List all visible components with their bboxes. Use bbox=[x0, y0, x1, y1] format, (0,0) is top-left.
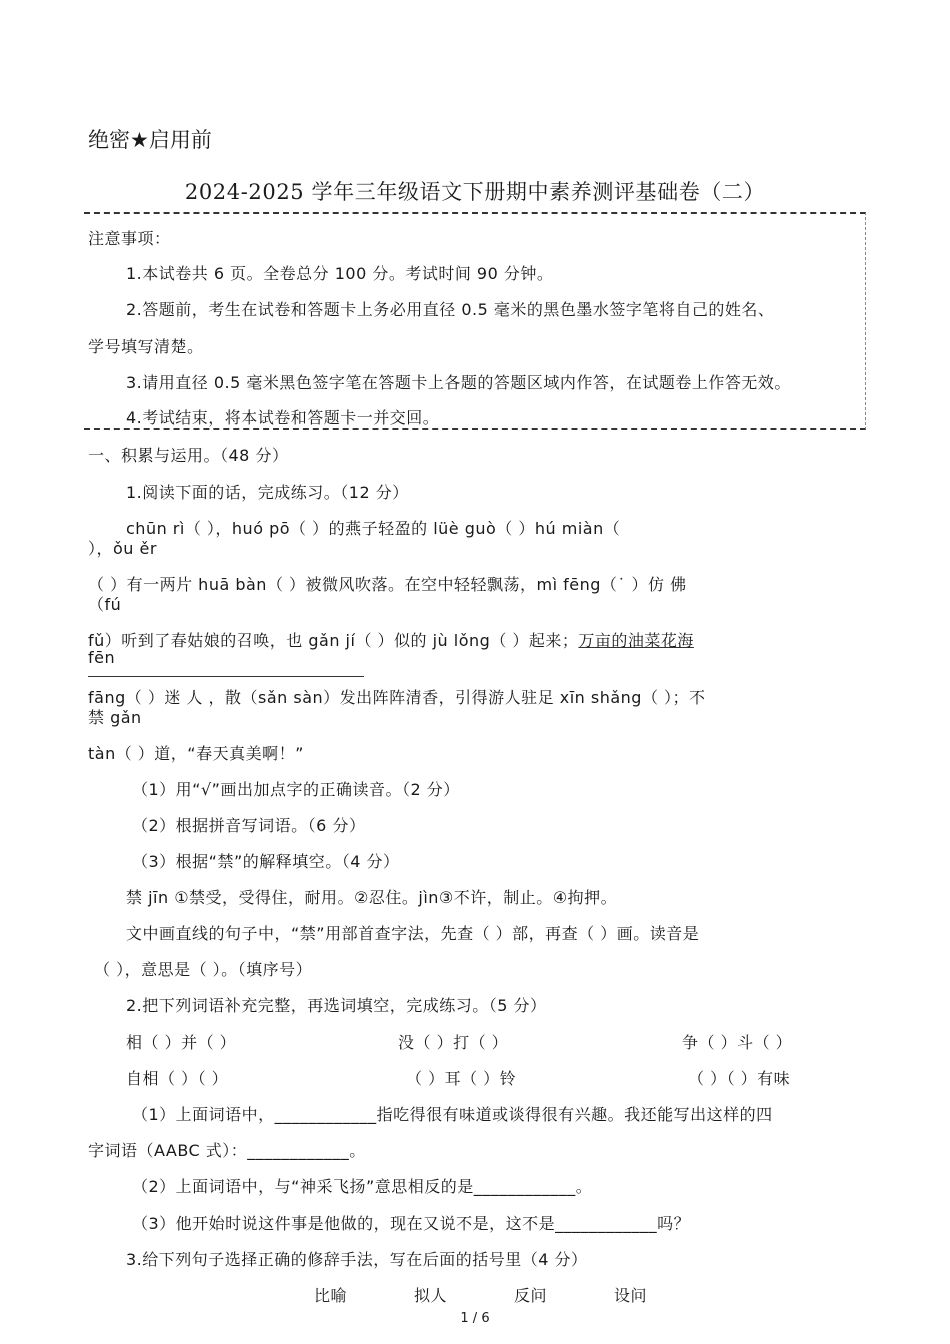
q1-fill-line-b: （ ），意思是（ ）。（填序号） bbox=[94, 960, 313, 979]
q2-sub-2: （2）上面词语中，与“神采飞扬”意思相反的是____________。 bbox=[132, 1177, 593, 1196]
notice-item-3: 3.请用直径 0.5 毫米黑色签字笔在答题卡上各题的答题区域内作答，在试题卷上作答无效。 bbox=[126, 373, 791, 392]
q3-option-4: 设问 bbox=[614, 1286, 648, 1305]
q2-sub-3: （3）他开始时说这件事是他做的，现在又说不是，这不是____________吗？ bbox=[132, 1214, 691, 1233]
notice-item-2: 2.答题前，考生在试卷和答题卡上务必用直径 0.5 毫米的黑色墨水签字笔将自己的姓名、 bbox=[126, 300, 775, 319]
q1-sub-2: （2）根据拼音写词语。（6 分） bbox=[132, 816, 366, 835]
q1-sub-1: （1）用“√”画出加点字的正确读音。（2 分） bbox=[132, 780, 460, 799]
q2-word-6: （ ）（ ）有味 bbox=[688, 1069, 791, 1088]
q1-passage-line-3-text: fǔ）听到了春姑娘的召唤，也 gǎn jí（ ）似的 jù lǒng（ ）起来； bbox=[88, 631, 579, 650]
q1-passage-line-1b: ），ǒu ěr bbox=[88, 539, 157, 558]
q2-word-4: 自相（ ）（ ） bbox=[126, 1069, 229, 1088]
q2-word-2: 没（ ）打（ ） bbox=[398, 1033, 509, 1052]
q2-word-1: 相（ ）并（ ） bbox=[126, 1033, 237, 1052]
q1-passage-line-1: chūn rì（ ），huó pō（ ）的燕子轻盈的 lüè guò（ ）hú miàn（ bbox=[126, 519, 621, 538]
q3-heading: 3.给下列句子选择正确的修辞手法，写在后面的括号里（4 分） bbox=[126, 1250, 588, 1269]
q3-option-1: 比喻 bbox=[314, 1286, 348, 1305]
q1-fill-line-a: 文中画直线的句子中，“禁”用部首查字法，先查（ ）部，再查（ ）画。读音是 bbox=[126, 924, 700, 943]
notice-item-1: 1.本试卷共 6 页。全卷总分 100 分。考试时间 90 分钟。 bbox=[126, 264, 554, 283]
q2-word-3: 争（ ）斗（ ） bbox=[682, 1033, 793, 1052]
notice-box bbox=[84, 212, 866, 430]
q1-passage-line-5: tàn（ ）道，“春天真美啊！” bbox=[88, 744, 304, 763]
q2-sub-1: （1）上面词语中，____________指吃得很有味道或谈得很有兴趣。我还能写出这样的四 bbox=[132, 1105, 773, 1124]
q3-option-3: 反问 bbox=[514, 1286, 548, 1305]
q1-passage-line-4b: 禁 gǎn bbox=[88, 708, 142, 727]
page-number: 1 / 6 bbox=[460, 1311, 490, 1326]
confidential-label: 绝密★启用前 bbox=[88, 128, 212, 152]
q1-passage-line-3 bbox=[88, 628, 694, 651]
q1-sub-3: （3）根据“禁”的解释填空。（4 分） bbox=[132, 852, 400, 871]
q1-underlined-sentence: 万亩的油菜花海 bbox=[578, 631, 694, 650]
q1-heading: 1.阅读下面的话，完成练习。（12 分） bbox=[126, 483, 409, 502]
q2-heading: 2.把下列词语补充完整，再选词填空，完成练习。（5 分） bbox=[126, 996, 547, 1015]
q1-definition: 禁 jīn ①禁受，受得住，耐用。②忍住。jìn③不许，制止。④拘押。 bbox=[126, 888, 618, 907]
section-1-heading: 一、积累与运用。（48 分） bbox=[88, 446, 289, 465]
notice-item-4: 4.考试结束，将本试卷和答题卡一并交回。 bbox=[126, 408, 440, 427]
notice-item-2-cont: 学号填写清楚。 bbox=[88, 337, 204, 356]
q1-passage-line-2b: （fú bbox=[88, 595, 122, 614]
notice-heading: 注意事项： bbox=[88, 229, 171, 248]
q1-passage-line-2: （ ）有一两片 huā bàn（ ）被微风吹落。在空中轻轻飘荡，mì fēng（˙ ）仿 佛 bbox=[88, 575, 687, 594]
q1-passage-line-3b: fēn bbox=[88, 648, 116, 667]
q3-option-2: 拟人 bbox=[414, 1286, 448, 1305]
q2-sub-1-cont: 字词语（AABC 式）：____________。 bbox=[88, 1141, 366, 1160]
exam-title: 2024-2025 学年三年级语文下册期中素养测评基础卷（二） bbox=[184, 180, 766, 204]
underline-rule bbox=[88, 676, 364, 677]
q2-word-5: （ ）耳（ ）铃 bbox=[406, 1069, 517, 1088]
q1-passage-line-4: fāng（ ）迷 人 ，散（sǎn sàn）发出阵阵清香，引得游人驻足 xīn shǎng（ ）；不 bbox=[88, 688, 706, 707]
